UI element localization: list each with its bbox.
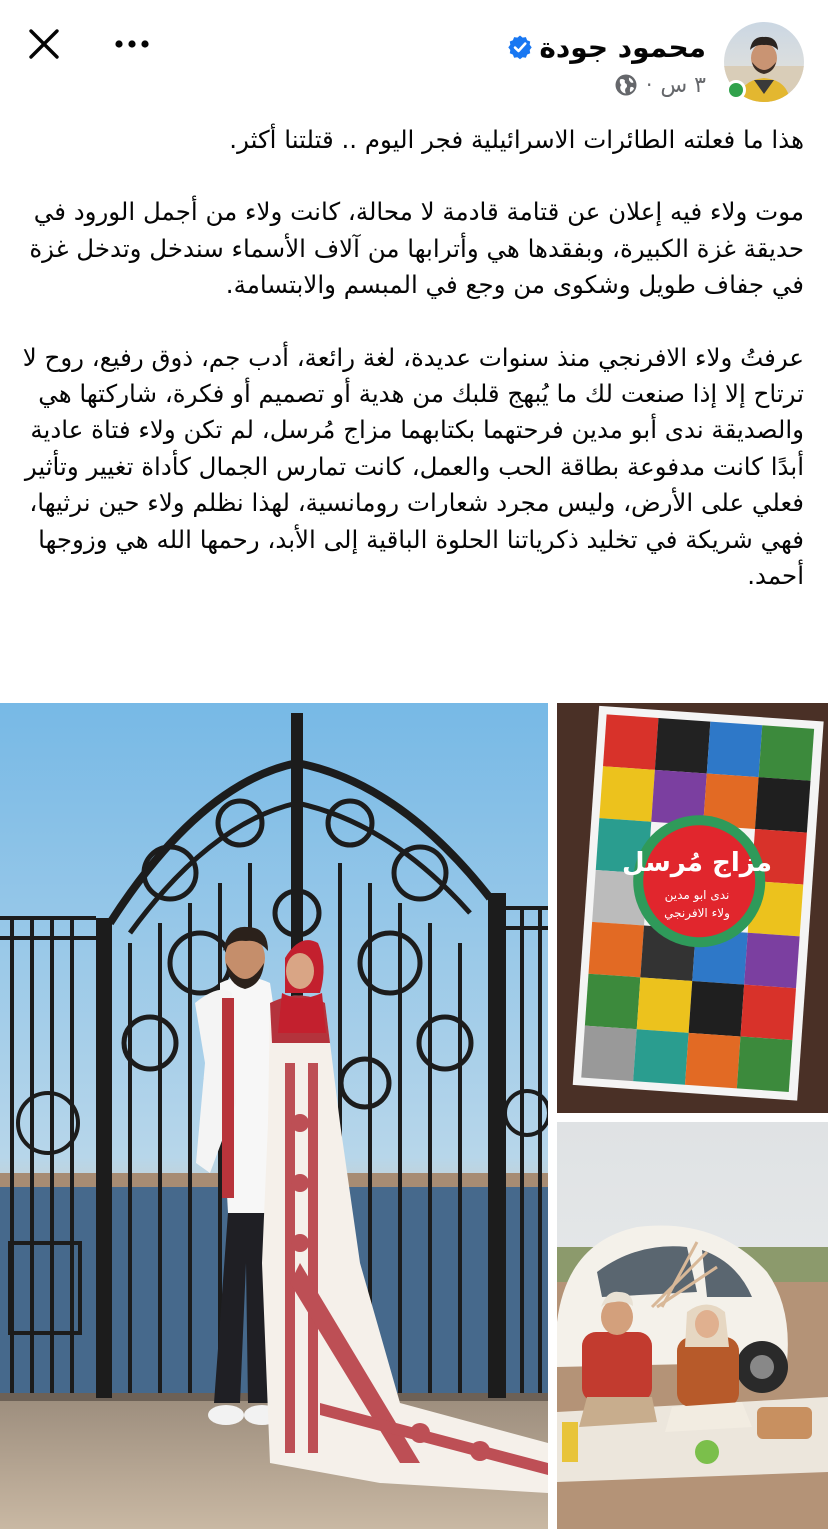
book-authors-line1: ندى ابو مدين xyxy=(664,888,730,902)
post-time[interactable]: ٣ س xyxy=(660,72,706,98)
more-options-button[interactable] xyxy=(110,26,154,62)
author-name[interactable]: محمود جودة xyxy=(539,30,706,64)
author-name-row xyxy=(507,26,706,68)
more-horizontal-icon xyxy=(114,39,150,49)
close-icon xyxy=(27,27,61,61)
book-cover-photo[interactable] xyxy=(557,703,828,1113)
post-paragraph-3: عرفتُ ولاء الافرنجي منذ سنوات عديدة، لغة رائعة، أدب جم، ذوق رفيع، روح لا ترتاح إلا إذا صنعت لك ما يُبهج قلبك من هدية أو تصميم أو فكرة، شاركتها هي والصديقة ندى أبو مدين فرحتهما بكتابهما مزاج مُرسل، لم تكن ولاء فتاة عادية أبدًا كانت مدفوعة بطاقة الحب والعمل، كانت تمارس الجمال كأداة تغيير وتأثير فعلي على الأرض، وليس مجرد شعارات رومانسية، لهذا نظلم ولاء حين نرثيها، فهي شريكة في تخليد ذكرياتنا الحلوة الباقية إلى الأبد، رحمها الله هي وزوجها أحمد. xyxy=(22,342,804,591)
book-authors-line2: ولاء الافرنجي xyxy=(664,906,730,920)
post-paragraph-1: هذا ما فعلته الطائرات الاسرائيلية فجر اليوم .. قتلتنا أكثر. xyxy=(229,125,804,154)
post-meta xyxy=(614,70,706,100)
couple-wedding-photo[interactable] xyxy=(0,703,548,1529)
book-title: مزاج مُرسل xyxy=(621,848,773,878)
close-button[interactable] xyxy=(24,24,64,64)
post-paragraph-2: موت ولاء فيه إعلان عن قتامة قادمة لا محالة، كانت ولاء من أجمل الورود في حديقة غزة الكبيرة، وبفقدها هي وأترابها من آلاف الأسماء سندخل وتدخل غزة في جفاف طويل وشكوى من وجع في المبسم والابتسامة. xyxy=(29,197,804,300)
post-body xyxy=(18,122,804,630)
globe-icon[interactable] xyxy=(614,73,638,97)
online-status-dot xyxy=(726,80,746,100)
meta-separator: · xyxy=(645,73,653,97)
couple-picnic-photo[interactable] xyxy=(557,1122,828,1529)
verified-badge-icon xyxy=(507,34,533,60)
